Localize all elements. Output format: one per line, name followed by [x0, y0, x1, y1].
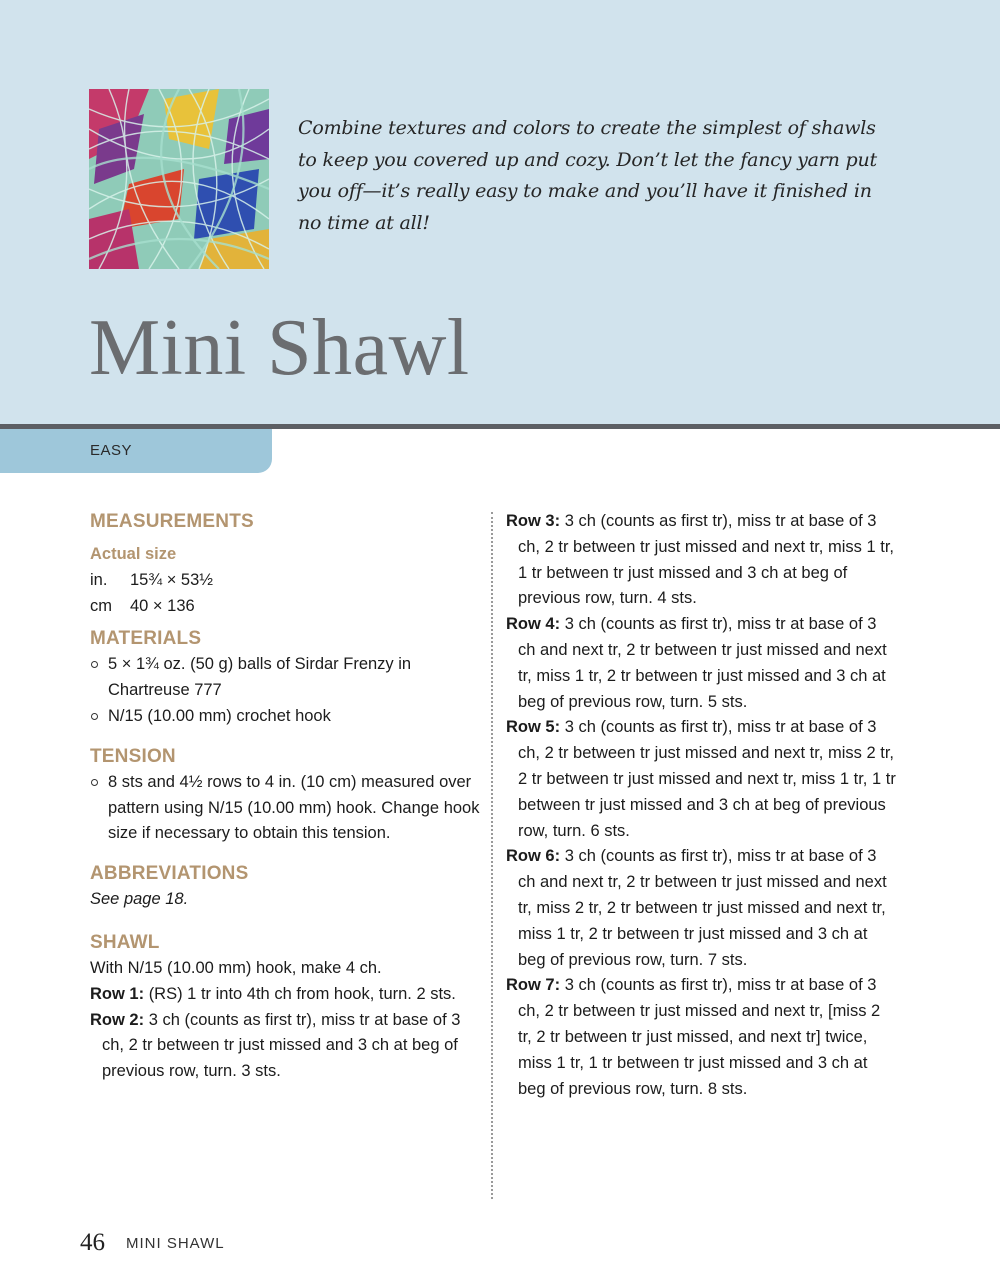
yarn-swatch-photo [89, 89, 269, 269]
measurement-value: 40 × 136 [130, 596, 195, 615]
skill-level-tab [0, 429, 272, 473]
pattern-row [506, 715, 896, 844]
actual-size-subheading: Actual size [90, 545, 177, 563]
pattern-row [506, 973, 896, 1102]
row-label: Row 5: [506, 718, 561, 737]
row-text: 3 ch (counts as first tr), miss tr at base of 3 ch and next tr, 2 tr between tr just missed and next tr, miss 1 tr, 2 tr between tr just missed and 3 ch at beg of previous row, turn. 5 sts. [518, 615, 887, 711]
pattern-row [90, 982, 480, 1008]
row-text: (RS) 1 tr into 4th ch from hook, turn. 2 sts. [148, 984, 456, 1003]
list-item: N/15 (10.00 mm) crochet hook [90, 704, 480, 730]
row-label: Row 7: [506, 976, 561, 995]
right-column [506, 509, 896, 1102]
tension-list [90, 770, 480, 847]
row-text: 3 ch (counts as first tr), miss tr at base of 3 ch, 2 tr between tr just missed and next tr, miss 2 tr, 2 tr between tr just missed and next tr, miss 1 tr, 1 tr between tr just missed and 3 ch at beg of previous row, turn. 6 sts. [518, 718, 896, 840]
pattern-row [506, 509, 896, 612]
row-text: 3 ch (counts as first tr), miss tr at base of 3 ch, 2 tr between tr just missed and next tr, miss 1 tr, 1 tr between tr just missed and 3 ch at beg of previous row, turn. 4 sts. [518, 512, 894, 608]
abbreviations-heading: ABBREVIATIONS [90, 863, 249, 885]
measurements-heading: MEASUREMENTS [90, 511, 254, 532]
shawl-heading: SHAWL [90, 931, 160, 953]
row-label: Row 3: [506, 512, 561, 530]
pattern-row [90, 1008, 480, 1085]
row-label: Row 2: [90, 1010, 145, 1029]
list-item: 8 sts and 4½ rows to 4 in. (10 cm) measured over pattern using N/15 (10.00 mm) hook. Change hook size if necessary to obtain this tension. [90, 770, 480, 847]
materials-heading: MATERIALS [90, 628, 202, 650]
pattern-row [506, 844, 896, 973]
skill-level-label: EASY [90, 442, 133, 459]
measurement-unit: cm [90, 596, 112, 615]
row-label: Row 6: [506, 847, 561, 866]
row-label: Row 1: [90, 984, 145, 1003]
measurement-row [90, 594, 480, 620]
running-title: MINI SHAWL [126, 1235, 225, 1252]
row-label: Row 4: [506, 615, 561, 634]
list-item: 5 × 1¾ oz. (50 g) balls of Sirdar Frenzy in Chartreuse 777 [90, 652, 480, 704]
left-column [90, 509, 480, 1085]
shawl-intro: With N/15 (10.00 mm) hook, make 4 ch. [90, 958, 382, 977]
pattern-row [506, 612, 896, 715]
column-divider [491, 512, 493, 1199]
page-number: 46 [80, 1229, 105, 1256]
page-title: Mini Shawl [89, 304, 470, 392]
tension-heading: TENSION [90, 745, 176, 767]
measurement-value: 15¾ × 53½ [130, 570, 214, 589]
intro-text: Combine textures and colors to create the simplest of shawls to keep you covered up and cozy. Don’t let the fancy yarn put you off—it’s really easy to make and you’ll have it finished in no time at all! [298, 117, 877, 234]
measurement-unit: in. [90, 570, 108, 589]
row-text: 3 ch (counts as first tr), miss tr at base of 3 ch and next tr, 2 tr between tr just missed and next tr, miss 2 tr, 2 tr between tr just missed and next tr, miss 1 tr, 2 tr between tr just missed and 3 ch at beg of previous row, turn. 7 sts. [518, 847, 887, 969]
materials-list [90, 652, 480, 729]
abbreviations-reference: See page 18. [90, 890, 189, 909]
row-text: 3 ch (counts as first tr), miss tr at base of 3 ch, 2 tr between tr just missed and next tr, [miss 2 tr, 2 tr between tr just missed, and next tr] twice, miss 1 tr, 1 tr between tr just missed and 3 ch at beg of previous row, turn. 8 sts. [518, 976, 881, 1098]
row-text: 3 ch (counts as first tr), miss tr at base of 3 ch, 2 tr between tr just missed and 3 ch at beg of previous row, turn. 3 sts. [102, 1010, 461, 1081]
measurement-row [90, 568, 480, 594]
